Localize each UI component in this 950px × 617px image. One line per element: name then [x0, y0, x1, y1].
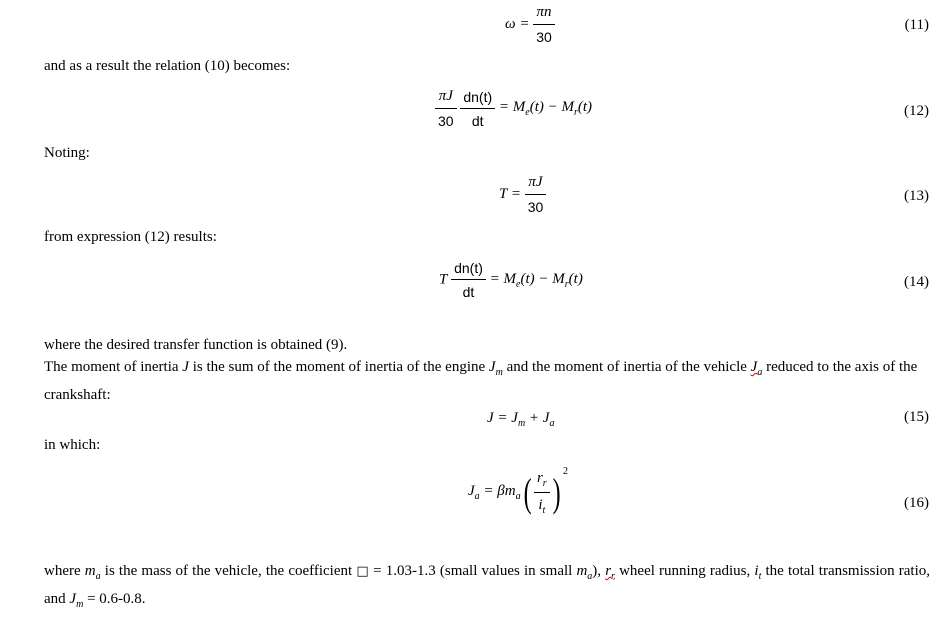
equation-number-11: (11): [904, 17, 929, 33]
equation-number-15: (15): [904, 409, 929, 425]
right-paren: ): [552, 470, 561, 516]
equation-number-14: (14): [904, 274, 929, 290]
equation-number-16: (16): [904, 495, 929, 511]
paragraph: Noting:: [44, 145, 90, 161]
equation-number-13: (13): [904, 188, 929, 204]
fraction: $\frac{dn(t)}{dt}$: [460, 89, 495, 129]
equation-16: $J_a = \beta m_a$( $\frac{r_r}{i_t}$ ) $^2$: [468, 466, 569, 516]
fraction: $\frac{r_r}{i_t}$: [534, 470, 550, 516]
fraction: $\frac{\pi n}{30}$: [533, 4, 555, 45]
fraction: $\frac{\pi J}{30}$: [525, 174, 547, 215]
equation-12: $\frac{\pi J}{30}$ $\frac{dn(t)}{dt}$ = $M_e(t) - M_r(t)$: [435, 88, 592, 129]
spellcheck-mark: $J_a$: [750, 359, 763, 378]
paragraph: where $m_a$ is the mass of the vehicle, the coefficient □ = 1.03-1.3 (small values in small $m_a$), $r_r$ wheel running radius, $i_t$ the total transmission ratio, and $J_m = 0.6-0.8$.: [44, 563, 930, 610]
paragraph: and as a result the relation (10) becomes:: [44, 58, 291, 74]
equation-11: ω = $\frac{\pi n}{30}$: [505, 4, 555, 45]
equation-15: $J = J_m + J_a$: [487, 410, 555, 429]
paragraph: The moment of inertia J is the sum of the moment of inertia of the engine $J_m$ and the moment of inertia of the vehicle $J_a$ reduced to the axis of the crankshaft:: [44, 359, 918, 403]
fraction: $\frac{\pi J}{30}$: [435, 88, 457, 129]
paragraph: where the desired transfer function is obtained (9).: [44, 337, 348, 353]
equation-13: T = $\frac{\pi J}{30}$: [499, 174, 546, 215]
paragraph: in which:: [44, 437, 101, 453]
equation-number-12: (12): [904, 103, 929, 119]
equation-14: T $\frac{dn(t)}{dt}$ = $M_e(t) - M_r(t)$: [439, 260, 583, 300]
spellcheck-mark: $r_r$: [605, 563, 615, 582]
left-paren: (: [523, 470, 532, 516]
fraction: $\frac{dn(t)}{dt}$: [451, 260, 486, 300]
paragraph: from expression (12) results:: [44, 229, 217, 245]
